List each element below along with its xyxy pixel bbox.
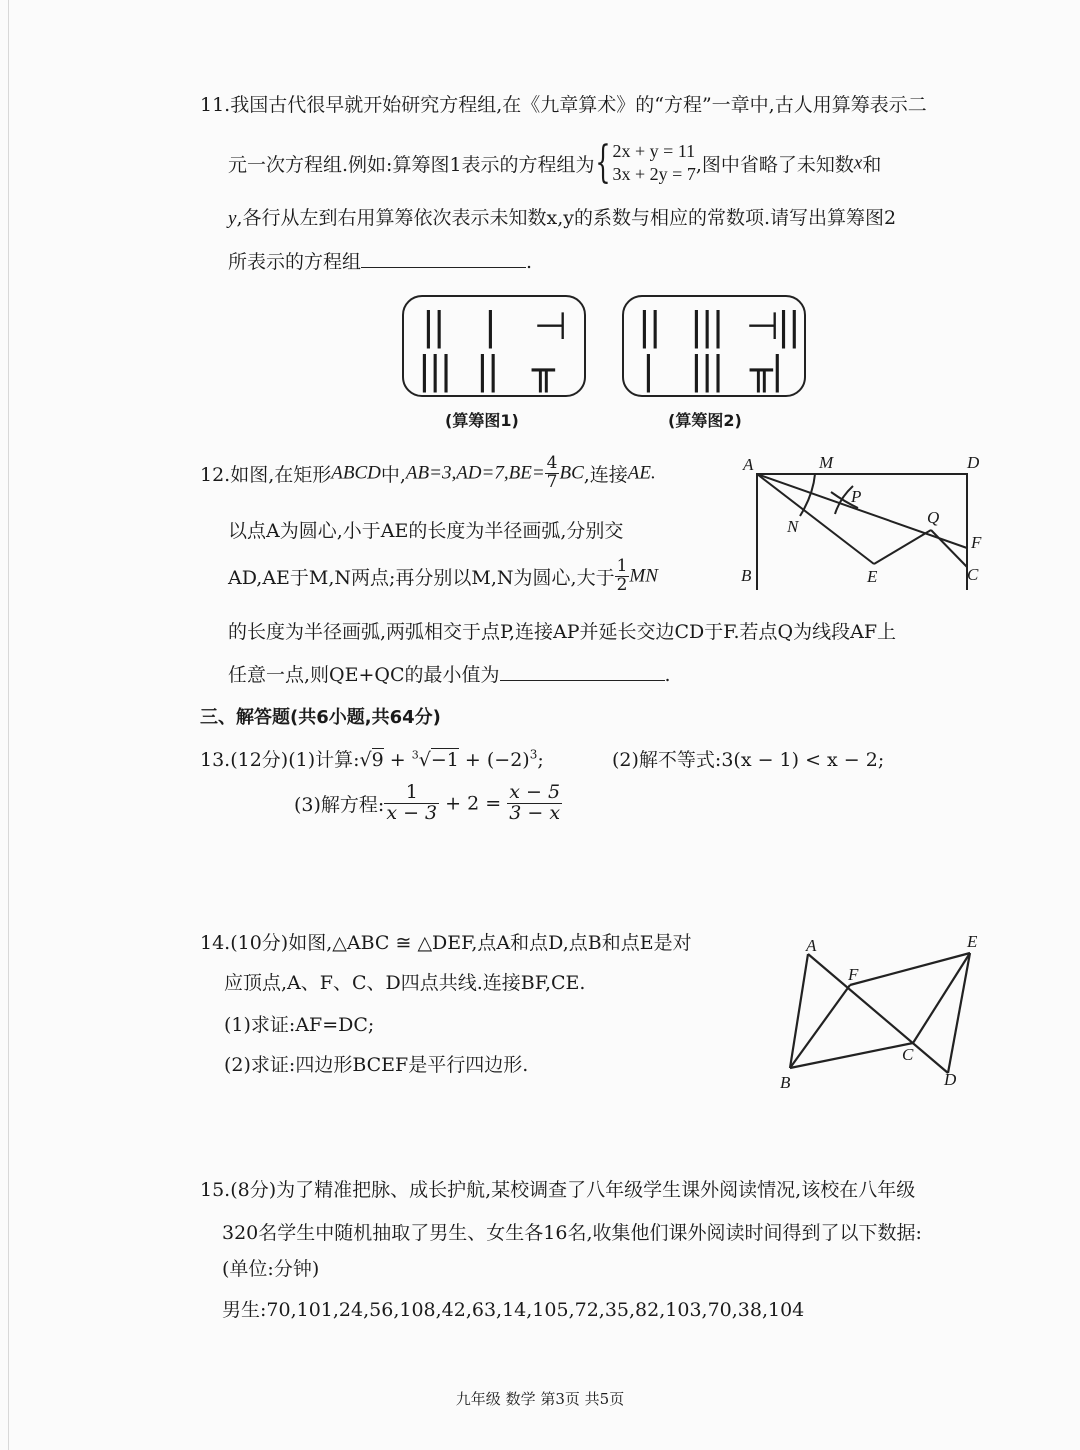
fraction-q13-2 [507, 783, 562, 824]
sqrt-arg: 9 [371, 749, 384, 771]
q12-line1 [200, 455, 656, 501]
counting-rod-figure-2 [622, 295, 806, 397]
sqrt-sign: √ [359, 749, 372, 771]
cbrt-sign: √ [418, 749, 431, 771]
q11-var-y: y [228, 208, 237, 229]
q14-line4: (2)求证:四边形BCEF是平行四边形. [224, 1054, 529, 1076]
label-f: F [971, 533, 982, 552]
q12-mn: MN [629, 565, 658, 587]
fraction-1-2 [615, 558, 630, 595]
q13-part3-label: (3)解方程: [294, 793, 385, 816]
q14-line2: 应顶点,A、F、C、D四点共线.连接BF,CE. [224, 972, 586, 994]
q12-mid: 中, [380, 463, 406, 486]
half-den: 2 [616, 574, 628, 595]
q13-plus1: + [383, 749, 412, 771]
q11-var-x: x [853, 152, 863, 174]
rod-1-3: ⊣ [534, 304, 566, 348]
label-e: E [867, 567, 878, 586]
label-p: P [851, 487, 862, 506]
label-b: B [741, 566, 752, 585]
rectangle-figure [735, 450, 995, 590]
segment-bf [790, 985, 850, 1068]
q13-part2: (2)解不等式:3(x − 1) < x − 2; [612, 749, 885, 771]
q12-bc: BC [559, 462, 584, 484]
label-c: C [967, 565, 979, 584]
label-n: N [787, 517, 799, 536]
label-a: A [743, 455, 754, 474]
rod-1-1: || [422, 304, 444, 348]
f1-num: 1 [384, 783, 439, 804]
fraction-q13-1 [384, 783, 439, 824]
rod-2-4: | [642, 348, 653, 392]
rod-1-6: ╥ [532, 348, 553, 392]
segment-qc [931, 530, 967, 567]
q13-semi: ; [537, 749, 544, 771]
q11-line2-tail: ,图中省略了未知数 [695, 153, 854, 176]
q11-line4-end: . [526, 251, 533, 273]
rod-2-2: ||| [690, 304, 723, 348]
frac-num: 4 [546, 453, 558, 473]
q15-line3: (单位:分钟) [222, 1258, 320, 1280]
cbrt-arg: −1 [430, 749, 459, 771]
q13-part3 [294, 783, 562, 833]
figure-2-caption: (算筹图2) [668, 411, 742, 430]
rod-2-5: ||| [690, 348, 723, 392]
rod-1-2: | [484, 304, 495, 348]
rod-2-1: || [638, 304, 660, 348]
counting-rod-figure-1 [402, 295, 586, 397]
q12-ae: AE. [627, 462, 656, 484]
q12-line3 [228, 558, 658, 604]
label-m: M [819, 453, 834, 472]
q12-line2: 以点A为圆心,小于AE的长度为半径画弧,分别交 [228, 520, 624, 542]
answer-blank-11[interactable] [361, 266, 526, 268]
rod-1-5: || [476, 348, 498, 392]
q12-abcd: ABCD [331, 462, 381, 484]
fraction-4-7 [545, 455, 560, 492]
label-c: C [902, 1045, 914, 1064]
label-d: D [944, 1070, 957, 1089]
q12-line5-text: 任意一点,则QE+QC的最小值为 [228, 664, 500, 686]
answer-blank-12[interactable] [500, 679, 665, 681]
q14-line1: 14.(10分)如图,△ABC ≅ △DEF,点A和点D,点B和点E是对 [200, 932, 692, 954]
q12-connect: ,连接 [583, 463, 628, 486]
q14-line3: (1)求证:AF=DC; [224, 1014, 375, 1036]
label-e: E [967, 932, 978, 951]
q12-line4: 的长度为半径画弧,两弧相交于点P,连接AP并延长交边CD于F.若点Q为线段AF上 [228, 621, 897, 643]
q11-eq2: 3x + 2y = 7 [612, 164, 696, 185]
half-num: 1 [616, 556, 628, 576]
section-heading: 三、解答题(共6小题,共64分) [200, 707, 441, 728]
segment-ab [790, 954, 808, 1068]
figure-1-caption: (算筹图1) [445, 411, 519, 430]
q15-line1: 15.(8分)为了精准把脉、成长护航,某校调查了八年级学生课外阅读情况,该校在八年级 [200, 1179, 916, 1201]
q11-line4 [228, 247, 532, 274]
segment-eq [874, 530, 931, 564]
q12-given: AB=3,AD=7,BE= [405, 462, 545, 484]
q13-line1 [200, 745, 544, 772]
cbrt-index: 3 [411, 748, 419, 762]
q15-line2: 320名学生中随机抽取了男生、女生各16名,收集他们课外阅读时间得到了以下数据: [222, 1222, 922, 1244]
q13-plus2: + (−2) [458, 749, 530, 771]
page-footer: 九年级 数学 第3页 共5页 [455, 1390, 625, 1408]
q15-line4: 男生:70,101,24,56,108,42,63,14,105,72,35,82,103,70,38,104 [222, 1299, 805, 1321]
q11-line2 [228, 137, 882, 189]
rod-1-4: ||| [418, 348, 451, 392]
label-a: A [806, 936, 817, 955]
rod-2-6: ╥| [750, 348, 782, 392]
brace-glyph: { [594, 137, 611, 189]
q11-line3 [228, 203, 896, 230]
q11-equation-system [613, 140, 696, 187]
label-b: B [780, 1073, 791, 1092]
q12-line3-text: AD,AE于M,N两点;再分别以M,N为圆心,大于 [228, 566, 615, 589]
q11-line1: 11.我国古代很早就开始研究方程组,在《九章算术》的“方程”一章中,古人用算筹表示二 [200, 94, 927, 116]
q11-and: 和 [862, 153, 882, 176]
q11-line4-text: 所表示的方程组 [228, 251, 362, 273]
page-edge [8, 0, 9, 1450]
f2-num: x − 5 [509, 781, 561, 803]
f2-den: 3 − x [509, 801, 561, 824]
label-f: F [848, 965, 859, 984]
frac-den: 7 [546, 471, 558, 492]
label-d: D [967, 453, 980, 472]
q13-exp: 3 [529, 747, 538, 762]
q11-line3-text: ,各行从左到右用算筹依次表示未知数x,y的系数与相应的常数项.请写出算筹图2 [236, 207, 897, 229]
segment-bc [790, 1043, 913, 1068]
q13-head: 13.(12分)(1)计算: [200, 749, 360, 771]
label-q: Q [927, 508, 940, 527]
q11-line2-text: 元一次方程组.例如:算筹图1表示的方程组为 [228, 153, 595, 176]
q13-mid: + 2 = [439, 792, 508, 815]
q12-line5-end: . [664, 664, 671, 686]
f1-den: x − 3 [386, 801, 438, 824]
q12-line5 [228, 660, 671, 687]
rod-2-3: ⊣|| [746, 304, 799, 348]
q12-intro: 12.如图,在矩形 [200, 463, 332, 486]
parallelogram-figure [770, 925, 990, 1095]
q11-eq1: 2x + y = 11 [612, 141, 696, 161]
